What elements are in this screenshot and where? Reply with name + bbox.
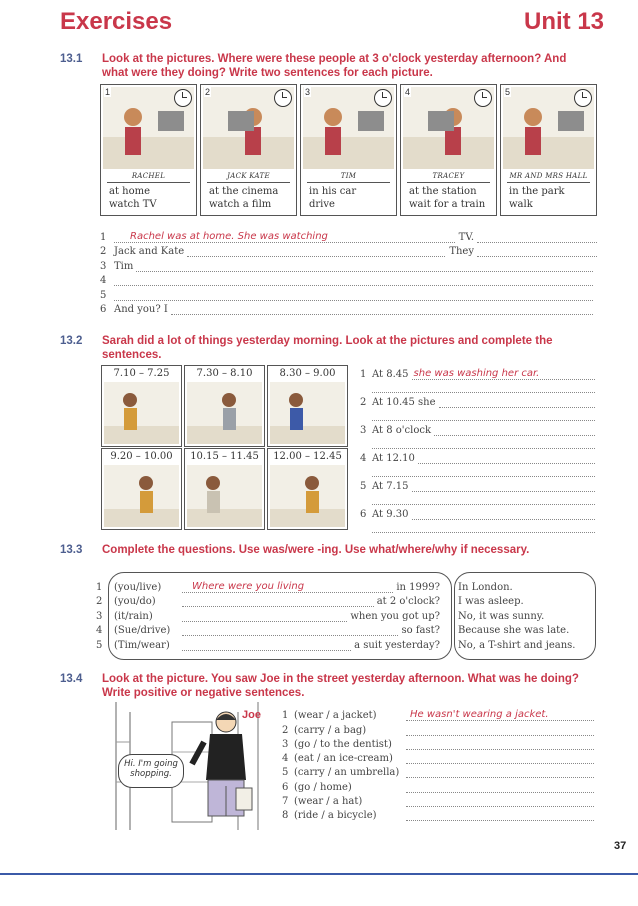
question-end: when you got up? — [350, 610, 440, 622]
item-number: 1 — [282, 710, 289, 722]
question-number: 3 — [96, 610, 103, 622]
item-prompt: (go / home) — [294, 781, 352, 793]
answer-field[interactable] — [406, 808, 594, 821]
line-number: 4 — [360, 453, 367, 464]
item-number: 2 — [282, 724, 289, 736]
activity-illustration — [104, 465, 179, 527]
answer-field[interactable] — [406, 765, 594, 778]
item-row — [282, 764, 594, 778]
answer-line — [360, 394, 595, 422]
answer-field[interactable] — [418, 451, 595, 464]
activity-label: watch a film — [209, 199, 272, 210]
answer-line — [100, 286, 597, 301]
character-name: TIM — [340, 172, 357, 180]
question-prompt: (you/do) — [114, 596, 156, 607]
place-label: at the station — [409, 186, 477, 197]
response-text: Because she was late. — [458, 625, 570, 636]
question-number: 4 — [96, 625, 103, 636]
line-number: 1 — [100, 231, 107, 243]
picture-number: 4 — [405, 87, 411, 97]
line-prompt: At 8.45 — [372, 369, 409, 380]
picture-number: 2 — [205, 87, 211, 97]
line-first — [360, 394, 595, 408]
items-13-4 — [282, 707, 594, 821]
line-number: 6 — [360, 509, 367, 520]
time-label: 9.20 – 10.00 — [110, 451, 173, 462]
answer-field[interactable] — [182, 623, 398, 636]
answer-line — [100, 301, 597, 316]
exercise-instruction-13-1: Look at the pictures. Where were these people at 3 o'clock yesterday afternoon? And what were they doing? Write two sentences for each picture. — [102, 53, 567, 79]
item-number: 8 — [282, 810, 289, 822]
answer-field[interactable] — [406, 794, 594, 807]
answer-field[interactable] — [477, 230, 597, 243]
question-row — [96, 607, 594, 622]
place-label: in his car — [309, 186, 357, 197]
item-number: 3 — [282, 738, 289, 750]
handwritten-answer: she was washing her car. — [413, 368, 540, 379]
answer-field[interactable] — [182, 638, 351, 651]
line-number: 1 — [360, 369, 367, 380]
question-row — [96, 622, 594, 637]
question-end: in 1999? — [396, 581, 440, 593]
item-prompt: (go / to the dentist) — [294, 738, 392, 750]
time-panel — [184, 448, 265, 530]
answer-line — [360, 422, 595, 450]
character-name: JACK KATE — [227, 172, 270, 180]
question-row — [96, 578, 594, 593]
question-row — [96, 636, 594, 651]
footer-rule — [0, 873, 638, 875]
line-number: 2 — [100, 246, 107, 257]
activity-label: watch TV — [109, 199, 157, 210]
question-row — [96, 593, 594, 608]
picture-panel — [100, 84, 197, 216]
question-prompt: (Tim/wear) — [114, 639, 170, 651]
answer-field[interactable] — [136, 259, 593, 272]
picture-number: 3 — [305, 87, 311, 97]
line-number: 3 — [360, 425, 367, 436]
clock-icon — [274, 89, 292, 107]
item-number: 6 — [282, 781, 289, 793]
question-end: a suit yesterday? — [354, 639, 440, 651]
place-label: in the park — [509, 186, 565, 197]
question-end: at 2 o'clock? — [376, 596, 440, 607]
exercise-instruction-13-3: Complete the questions. Use was/were -ing. Use what/where/why if necessary. — [102, 544, 530, 556]
answer-field[interactable] — [412, 507, 595, 520]
time-panel — [184, 365, 265, 447]
answer-field[interactable] — [114, 273, 593, 286]
question-number: 2 — [96, 596, 103, 607]
line-number: 5 — [360, 481, 367, 492]
line-prompt: At 12.10 — [372, 453, 415, 464]
speech-line-2: shopping. — [130, 769, 172, 779]
activity-label: drive — [309, 199, 335, 210]
item-row — [282, 736, 594, 750]
item-number: 4 — [282, 753, 289, 765]
answer-line — [360, 478, 595, 506]
item-row — [282, 707, 594, 721]
caption-divider — [407, 182, 490, 183]
answer-field-continued[interactable] — [372, 492, 595, 505]
question-number: 5 — [96, 639, 103, 651]
picture-panel — [400, 84, 497, 216]
item-row — [282, 793, 594, 807]
line-first — [360, 366, 595, 380]
answer-line — [360, 506, 595, 534]
time-label: 12.00 – 12.45 — [273, 451, 342, 462]
line-first — [360, 422, 595, 436]
answer-line — [100, 257, 597, 272]
picture-strip-13-1 — [100, 84, 597, 216]
activity-label: walk — [509, 199, 533, 210]
answer-field[interactable] — [477, 244, 597, 257]
line-prompt: Jack and Kate — [114, 246, 185, 257]
caption-divider — [107, 182, 190, 183]
character-name: RACHEL — [131, 172, 166, 180]
character-name: TRACEY — [432, 172, 465, 180]
line-number: 2 — [360, 397, 367, 408]
question-prompt: (Sue/drive) — [114, 625, 171, 636]
speech-bubble — [118, 754, 184, 788]
caption-divider — [507, 182, 590, 183]
place-label: at the cinema — [209, 186, 279, 197]
item-number: 5 — [282, 767, 289, 779]
questions-13-3 — [96, 578, 594, 651]
answer-field[interactable] — [182, 609, 347, 622]
exercise-instruction-13-4: Look at the picture. You saw Joe in the street yesterday afternoon. What was he doing? Write positive or negative sentences. — [102, 673, 579, 699]
time-panel — [101, 448, 182, 530]
answer-field[interactable] — [114, 288, 593, 301]
answer-field[interactable] — [434, 423, 595, 436]
exercise-number-13-4: 13.4 — [60, 673, 83, 685]
unit-label: Unit 13 — [524, 8, 605, 35]
item-prompt: (carry / a bag) — [294, 724, 367, 736]
answer-field[interactable] — [406, 723, 594, 736]
activity-illustration — [104, 382, 179, 444]
answer-field[interactable] — [182, 580, 393, 593]
answer-lines-13-2 — [360, 366, 595, 534]
item-row — [282, 721, 594, 735]
clock-icon — [474, 89, 492, 107]
answer-field-continued[interactable] — [372, 464, 595, 477]
time-panel — [267, 448, 348, 530]
time-label: 10.15 – 11.45 — [190, 451, 259, 462]
exercise-number-13-3: 13.3 — [60, 544, 83, 556]
line-number: 3 — [100, 260, 107, 272]
character-name-joe: Joe — [242, 709, 261, 721]
line-suffix: They — [449, 246, 474, 257]
item-prompt: (wear / a jacket) — [294, 710, 377, 722]
answer-field[interactable] — [114, 230, 455, 243]
answer-line — [360, 450, 595, 478]
time-panel — [101, 365, 182, 447]
picture-panel — [500, 84, 597, 216]
sarah-picture-grid — [101, 365, 348, 530]
activity-illustration — [270, 382, 345, 444]
answer-field[interactable] — [187, 244, 445, 257]
line-number: 6 — [100, 304, 107, 315]
exercise-number-13-1: 13.1 — [60, 53, 83, 65]
page-number: 37 — [614, 840, 627, 852]
answer-field[interactable] — [182, 594, 374, 607]
picture-number: 1 — [105, 87, 111, 97]
answer-field[interactable] — [171, 302, 593, 315]
item-number: 7 — [282, 796, 289, 808]
answer-field-continued[interactable] — [372, 408, 595, 421]
activity-label: wait for a train — [409, 199, 486, 210]
line-prompt: At 8 o'clock — [372, 425, 432, 436]
answer-field-continued[interactable] — [372, 520, 595, 533]
line-first — [360, 450, 595, 464]
exercise-instruction-13-2: Sarah did a lot of things yesterday morning. Look at the pictures and complete the sentences. — [102, 335, 553, 361]
answer-line — [100, 243, 597, 258]
time-label: 8.30 – 9.00 — [279, 368, 336, 379]
question-number: 1 — [96, 581, 103, 593]
item-prompt: (carry / an umbrella) — [294, 767, 400, 779]
response-text: No, it was sunny. — [458, 610, 545, 622]
picture-panel — [300, 84, 397, 216]
answer-line — [100, 228, 597, 243]
handwritten-answer: Where were you living — [192, 580, 305, 592]
handwritten-answer: Rachel was at home. She was watching — [130, 230, 328, 242]
line-number: 5 — [100, 289, 107, 301]
line-prompt: At 9.30 — [372, 509, 409, 520]
question-prompt: (you/live) — [114, 581, 162, 593]
line-suffix: TV. — [458, 231, 474, 243]
picture-panel — [200, 84, 297, 216]
answer-field[interactable] — [406, 780, 594, 793]
line-first — [360, 478, 595, 492]
caption-divider — [207, 182, 290, 183]
place-label: at home — [109, 186, 151, 197]
line-prompt: Tim — [114, 260, 134, 272]
line-prompt: At 7.15 — [372, 481, 409, 492]
clock-icon — [574, 89, 592, 107]
activity-illustration — [187, 465, 262, 527]
answer-line — [360, 366, 595, 394]
speech-line-1: Hi. I'm going — [124, 759, 178, 769]
line-prompt: And you? I — [114, 304, 168, 315]
line-prompt: At 10.45 she — [372, 397, 436, 408]
activity-illustration — [187, 382, 262, 444]
answer-line — [100, 272, 597, 287]
response-text: No, a T-shirt and jeans. — [458, 639, 576, 651]
item-row — [282, 807, 594, 821]
activity-illustration — [270, 465, 345, 527]
question-prompt: (it/rain) — [114, 610, 153, 622]
clock-icon — [174, 89, 192, 107]
clock-icon — [374, 89, 392, 107]
answer-lines-13-1 — [100, 228, 597, 315]
answer-field[interactable] — [439, 395, 595, 408]
answer-field[interactable] — [406, 751, 594, 764]
item-row — [282, 778, 594, 792]
item-prompt: (wear / a hat) — [294, 796, 363, 808]
answer-field-continued[interactable] — [372, 380, 595, 393]
response-text: I was asleep. — [458, 596, 524, 607]
time-label: 7.30 – 8.10 — [196, 368, 253, 379]
answer-field[interactable] — [406, 708, 594, 721]
item-prompt: (ride / a bicycle) — [294, 810, 377, 822]
line-first — [360, 506, 595, 520]
character-name: MR AND MRS HALL — [509, 172, 588, 180]
item-prompt: (eat / an ice-cream) — [294, 753, 393, 765]
line-number: 4 — [100, 275, 107, 286]
question-end: so fast? — [401, 625, 440, 636]
answer-field-continued[interactable] — [372, 436, 595, 449]
answer-field[interactable] — [412, 479, 595, 492]
response-text: In London. — [458, 581, 513, 593]
caption-divider — [307, 182, 390, 183]
answer-field[interactable] — [406, 737, 594, 750]
page-title: Exercises — [60, 8, 173, 35]
answer-field[interactable] — [412, 367, 595, 380]
time-panel — [267, 365, 348, 447]
handwritten-answer: He wasn't wearing a jacket. — [410, 709, 549, 721]
exercise-number-13-2: 13.2 — [60, 335, 83, 347]
item-row — [282, 750, 594, 764]
picture-number: 5 — [505, 87, 511, 97]
time-label: 7.10 – 7.25 — [113, 368, 170, 379]
